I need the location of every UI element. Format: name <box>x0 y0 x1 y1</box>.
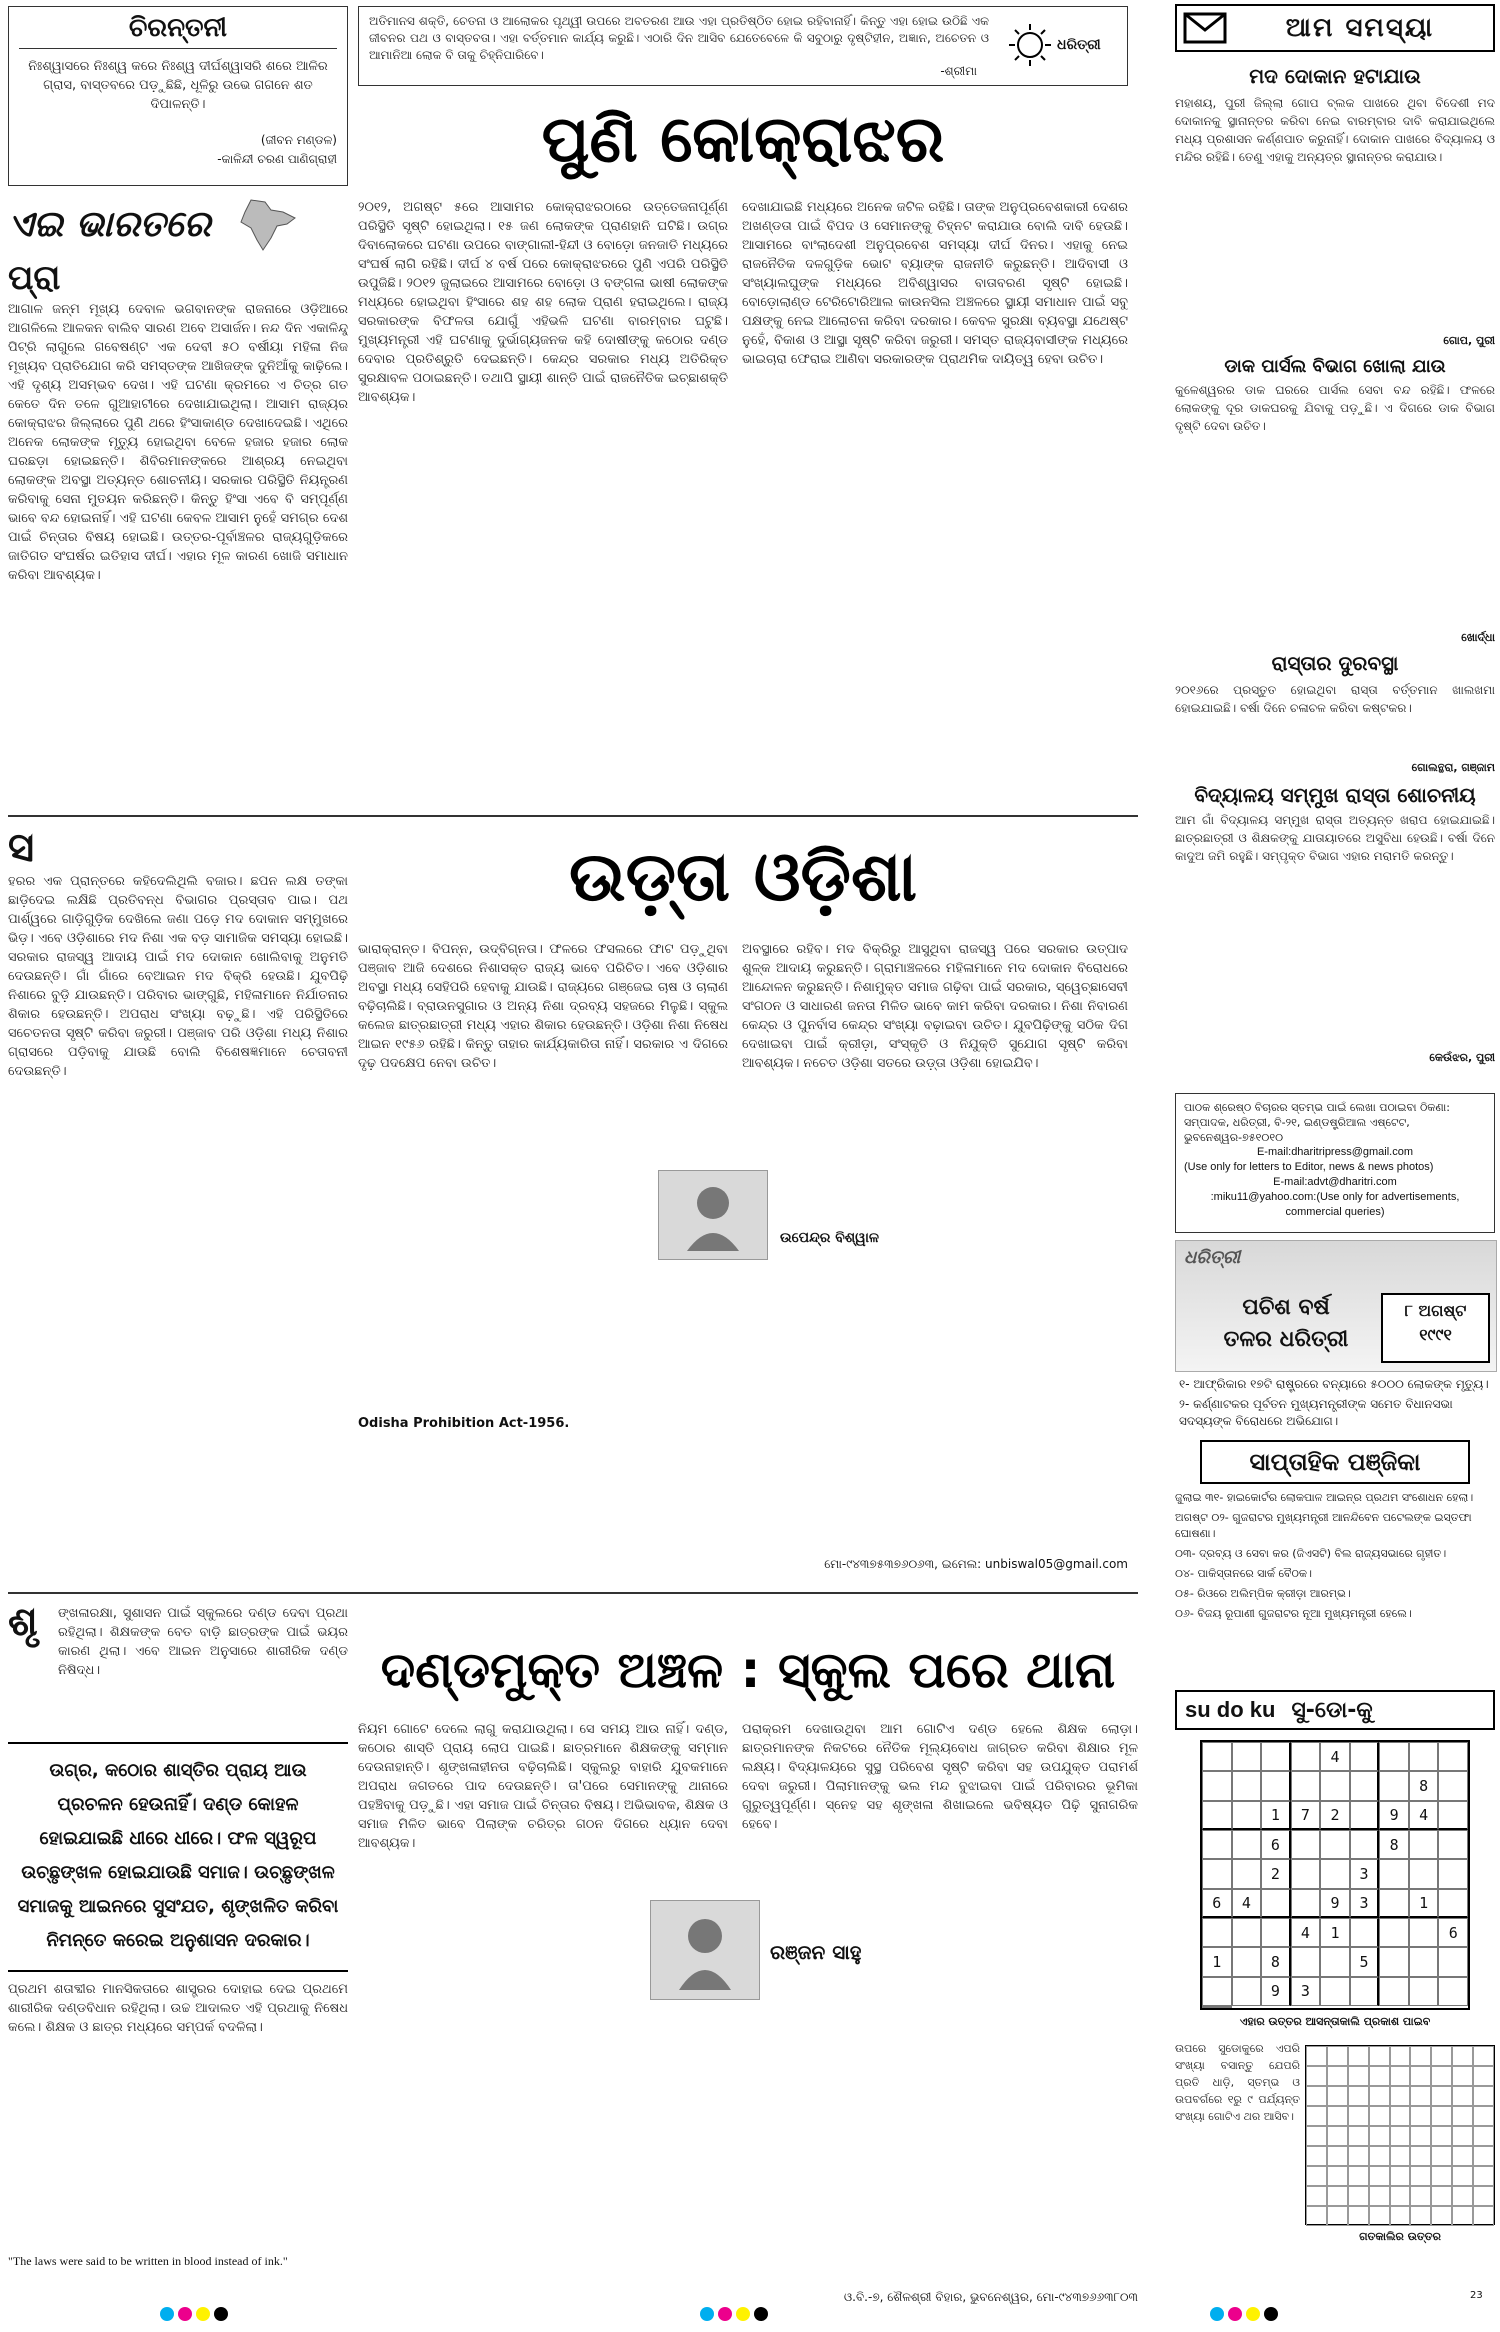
sudoku-cell <box>1291 1889 1321 1918</box>
solution-cell <box>1410 2146 1431 2166</box>
panjika-item: ୦୫- ରିଓରେ ଅଲିମ୍ପିକ କ୍ରୀଡ଼ା ଆରମ୍ଭ। <box>1175 1587 1351 1600</box>
solution-cell <box>1390 2126 1411 2146</box>
edit3-col-mid: ନିୟମ ଗୋଟେ ଦେଲେ ଲାଗୁ କରାଯାଉଥିଲା। ସେ ସମୟ ଆଉ ନାହିଁ। ଦଣ୍ଡ, କଠୋର ଶାସ୍ତି ପ୍ରାୟ ଲୋପ ପାଇଛି। ଛାତ୍ରମାନେ ଶିକ୍ଷକଙ୍କୁ ସମ୍ମାନ ଦେଉନାହାନ୍ତି। ଶୃଙ୍ଖଳାହୀନତା ବଢ଼ିଚାଲିଛି। ସ୍କୁଲରୁ ବାହାରି ଯୁବକମାନେ ଅପରାଧ ଜଗତରେ ପାଦ ଦେଉଛନ୍ତି। ତା'ପରେ ସେମାନଙ୍କୁ ଥାନାରେ ପହଞ୍ଚିବାକୁ ପଡ଼ୁଛି। ଏହା ସମାଜ ପାଇଁ ଚିନ୍ତାର ବିଷୟ। ଅଭିଭାବକ, ଶିକ୍ଷକ ଓ ସମାଜ ମିଳିତ ଭାବେ ପିଲାଙ୍କ ଚରିତ୍ର ଗଠନ ଦିଗରେ ଧ୍ୟାନ ଦେବା ଆବଶ୍ୟକ। <box>358 1722 728 1851</box>
panjika-item: ୦୪- ପାକିସ୍ତାନରେ ସାର୍କ ବୈଠକ। <box>1175 1567 1312 1580</box>
sudoku-cell <box>1350 1830 1380 1859</box>
panjika-title-box <box>1200 1440 1470 1484</box>
headline-1: ପୁଣି କୋକ୍ରାଝର <box>541 103 945 177</box>
sudoku-cell <box>1409 1742 1439 1771</box>
quote-box <box>358 6 1128 86</box>
sudoku-cell <box>1291 1947 1321 1976</box>
sudoku-cell: 6 <box>1438 1918 1468 1947</box>
aama-samasya-title: ଆମ ସମସ୍ୟା <box>1285 12 1435 43</box>
chirantani-title: ଚିରନ୍ତନୀ <box>19 13 337 49</box>
aama-samasya-header <box>1175 4 1495 52</box>
sudoku-cell: 9 <box>1261 1977 1291 2006</box>
print-marks-left <box>160 2306 232 2325</box>
headline-3: ଦଣ୍ଡମୁକ୍ତ ଅଞ୍ଚଳ : ସ୍କୁଲ ପରେ ଥାନା <box>380 1641 1116 1699</box>
solution-cell <box>1410 2206 1431 2226</box>
divider-1 <box>8 815 1138 817</box>
edit2-col-left: ହରର ଏକ ପ୍ରାନ୍ତରେ କହିଦେଲିଥିଲି ବଜାର। ଛପନ ଲକ୍ଷ ତଙ୍କା ଛାଡ଼ିଦେଇ ଲକ୍ଷିଛି ପ୍ରତିବନ୍ଧ ବିଭାଗର ପ୍ରସ୍ତାବ ପାଇ। ପଥ ପାର୍ଶ୍ୱରେ ଗାଡ଼ିଗୁଡ଼ିକ ଦେଖିଲେ ଜଣା ପଡ଼େ ମଦ ଦୋକାନ ସମ୍ମୁଖରେ ଭିଡ଼। ଏବେ ଓଡ଼ିଶାରେ ମଦ ନିଶା ଏକ ବଡ଼ ସାମାଜିକ ସମସ୍ୟା ହୋଇଛି। ସରକାର ରାଜସ୍ୱ ଆଦାୟ ପାଇଁ ମଦ ଦୋକାନ ଖୋଲିବାକୁ ଅନୁମତି ଦେଉଛନ୍ତି। ଗାଁ ଗାଁରେ ବେଆଇନ ମଦ ବିକ୍ରି ହେଉଛି। ଯୁବପିଢ଼ି ନିଶାରେ ବୁଡ଼ି ଯାଉଛନ୍ତି। ପରିବାର ଭାଙ୍ଗୁଛି, ମହିଳାମାନେ ନିର୍ଯାତନାର ଶିକାର ହେଉଛନ୍ତି। ଅପରାଧ ସଂଖ୍ୟା ବଢ଼ୁଛି। ଏହି ପରିସ୍ଥିତିରେ ସଚେତନତା ସୃଷ୍ଟି କରିବା ଜରୁରୀ। ପଞ୍ଜାବ ପରି ଓଡ଼ିଶା ମଧ୍ୟ ନିଶାର ଗ୍ରାସରେ ପଡ଼ିବାକୁ ଯାଉଛି ବୋଲି ବିଶେଷଜ୍ଞମାନେ ଚେତାବନୀ ଦେଉଛନ୍ତି। <box>8 874 348 1079</box>
sudoku-cell: 2 <box>1261 1859 1291 1888</box>
solution-cell <box>1348 2166 1369 2186</box>
solution-cell <box>1410 2106 1431 2126</box>
dharitri-emblem <box>1007 17 1117 73</box>
past25-date-2: ୧୯୯୧ <box>1419 1325 1452 1344</box>
solution-cell <box>1473 2086 1494 2106</box>
edit2-lead-letter: ସ <box>8 825 35 871</box>
solution-cell <box>1306 2206 1327 2226</box>
sudoku-cell <box>1320 1947 1350 1976</box>
sudoku-cell <box>1379 1918 1409 1947</box>
letter-3-text: ୨୦୧୬ରେ ପ୍ରସ୍ତୁତ ହୋଇଥିବା ରାସ୍ତା ବର୍ତ୍ତମାନ ଖାଲଖମା ହୋଇଯାଇଛି। ବର୍ଷା ଦିନେ ଚଳାଚଳ କରିବା କଷ୍ଟକର। <box>1175 683 1495 715</box>
solution-cell <box>1473 2066 1494 2086</box>
divider-2 <box>8 1592 1138 1594</box>
sudoku-cell <box>1261 1771 1291 1800</box>
person-icon <box>683 1179 743 1251</box>
solution-cell <box>1327 2126 1348 2146</box>
sudoku-cell <box>1438 1742 1468 1771</box>
sudoku-cell <box>1261 1742 1291 1771</box>
solution-cell <box>1452 2066 1473 2086</box>
sudoku-cell: 4 <box>1320 1742 1350 1771</box>
sudoku-cell <box>1202 1977 1232 2006</box>
panjika-title: ସାପ୍ତାହିକ ପଞ୍ଜିକା <box>1249 1448 1421 1476</box>
solution-cell <box>1369 2166 1390 2186</box>
ejibharatare-banner <box>8 196 348 254</box>
solution-cell <box>1306 2066 1327 2086</box>
edit3-author-contact: ଓ.ବି.-୭, ଶୈଳଶ୍ରୀ ବିହାର, ଭୁବନେଶ୍ୱର, ମୋ-୯୪୩୭୬୬୩୮୦୩ <box>843 2290 1138 2304</box>
quote-text: ଅତିମାନସ ଶକ୍ତି, ଚେତନା ଓ ଆଲୋକର ପୃଥ୍ୱୀ ଉପରେ ଅବତରଣ ଆଉ ଏହା ପ୍ରତିଷ୍ଠିତ ହୋଇ ରହିବାନାହିଁ। କିନ୍ତୁ ଏହା ହୋଇ ଉଠିଛି ଏକ ଜୀବନର ପଥ ଓ ବାସ୍ତବତା। ଏହା ବର୍ତ୍ତମାନ କାର୍ଯ୍ୟ କରୁଛି। ଏଠାରି ଦିନ ଆସିବ ଯେତେବେଳେ କି ସବୁଠାରୁ ଦୃଷ୍ଟିହୀନ, ଅଜ୍ଞାନ, ଅଚେତନ ଓ ଆମାନିଆ ଲୋକ ବି ତାକୁ ଚିହ୍ନିପାରିବେ। <box>369 14 989 62</box>
sudoku-cell <box>1350 1977 1380 2006</box>
sudoku-cell: 3 <box>1350 1859 1380 1888</box>
contact-email-1[interactable]: E-mail:dharitripress@gmail.com <box>1256 1146 1414 1158</box>
envelope-icon <box>1183 12 1227 44</box>
solution-cell <box>1452 2106 1473 2126</box>
sudoku-cell: 1 <box>1320 1918 1350 1947</box>
edit2-author-contact: ମୋ-୯୪୩୭୫୩୭୬୦୬୩, ଇମେଲ: unbiswal05@gmail.com <box>824 1557 1128 1571</box>
solution-cell <box>1306 2106 1327 2126</box>
sudoku-cell: 4 <box>1409 1801 1439 1830</box>
sudoku-cell <box>1438 1947 1468 1976</box>
sudoku-cell: 4 <box>1291 1918 1321 1947</box>
sudoku-cell <box>1291 1742 1321 1771</box>
sudoku-cell <box>1350 1801 1380 1830</box>
solution-cell <box>1348 2186 1369 2206</box>
past25-title-1: ପଚିଶ ବର୍ଷ <box>1242 1295 1330 1320</box>
solution-cell <box>1410 2186 1431 2206</box>
sudoku-cell <box>1261 1918 1291 1947</box>
solution-cell <box>1348 2066 1369 2086</box>
sudoku-title-box <box>1175 1690 1495 1730</box>
sudoku-cell: 9 <box>1320 1889 1350 1918</box>
sudoku-cell: 1 <box>1409 1889 1439 1918</box>
sudoku-cell <box>1379 1977 1409 2006</box>
solution-cell <box>1431 2146 1452 2166</box>
solution-cell <box>1327 2086 1348 2106</box>
sudoku-grid <box>1200 1740 1470 2010</box>
solution-cell <box>1431 2126 1452 2146</box>
ejibharatare-title: ଏଇ ଭାରତରେ <box>8 204 211 245</box>
sudoku-cell <box>1202 1771 1232 1800</box>
past25-box <box>1175 1240 1495 1455</box>
solution-cell <box>1473 2186 1494 2206</box>
headline-2: ଉଡ଼୍‌ତା ଓଡ଼ିଶା <box>568 838 918 917</box>
solution-cell <box>1452 2086 1473 2106</box>
solution-cell <box>1306 2166 1327 2186</box>
sudoku-cell: 4 <box>1232 1889 1262 1918</box>
sudoku-title-en: su do ku <box>1185 1697 1276 1722</box>
solution-cell <box>1410 2066 1431 2086</box>
solution-cell <box>1410 2046 1431 2066</box>
edit3-col-left: ଙ୍ଖଳାରକ୍ଷା, ସୁଶାସନ ପାଇଁ ସ୍କୁଲରେ ଦଣ୍ଡ ଦେବା ପ୍ରଥା ରହିଥିଲା। ଶିକ୍ଷକଙ୍କ ବେତ ବାଡ଼ି ଛାତ୍ରଙ୍କ ପାଇଁ ଭୟର କାରଣ ଥିଲା। ଏବେ ଆଇନ ଅନୁସାରେ ଶାରୀରିକ ଦଣ୍ଡ ନିଷିଦ୍ଧ। <box>58 1606 348 1678</box>
sudoku-cell <box>1350 1918 1380 1947</box>
past25-title-2: ତଳର ଧରିତ୍ରୀ <box>1223 1327 1349 1352</box>
sudoku-cell <box>1320 1771 1350 1800</box>
contact-email-2[interactable]: E-mail:advt@dharitri.com <box>1273 1176 1397 1188</box>
sudoku-prev-solution <box>1305 2045 1495 2225</box>
sudoku-cell <box>1232 1947 1262 1976</box>
edit2-col-mid: ଭାରାକ୍ରାନ୍ତ। ବିପନ୍ନ, ଉଦ୍‌ବିଗ୍ନତା। ଫଳରେ ଫସଲରେ ଫାଟ ପଡ଼ୁଥିବା ପଞ୍ଜାବ ଆଜି ଦେଶରେ ନିଶାସକ୍ତ ରାଜ୍ୟ ଭାବେ ପରିଚିତ। ଏବେ ଓଡ଼ିଶାର ଅବସ୍ଥା ମଧ୍ୟ ସେହିପରି ହେବାକୁ ଯାଉଛି। ରାଜ୍ୟରେ ଗଞ୍ଜେଇ ଚାଷ ଓ ଚାଲାଣ ବଢ଼ିଚାଲିଛି। ବ୍ରାଉନସୁଗାର ଓ ଅନ୍ୟ ନିଶା ଦ୍ରବ୍ୟ ସହଜରେ ମିଳୁଛି। ସ୍କୁଲ କଲେଜ ଛାତ୍ରଛାତ୍ରୀ ମଧ୍ୟ ଏହାର ଶିକାର ହେଉଛନ୍ତି। ଓଡ଼ିଶା ନିଶା ନିଷେଧ ଆଇନ ୧୯୫୬ ରହିଛି। କିନ୍ତୁ ତାହାର କାର୍ଯ୍ୟକାରିତା ନାହିଁ। ସରକାର ଏ ଦିଗରେ ଦୃଢ଼ ପଦକ୍ଷେପ ନେବା ଉଚିତ। <box>358 942 728 1071</box>
solution-cell <box>1369 2126 1390 2146</box>
solution-cell <box>1348 2086 1369 2106</box>
sudoku-cell <box>1379 1771 1409 1800</box>
solution-cell <box>1390 2206 1411 2226</box>
solution-cell <box>1306 2146 1327 2166</box>
sudoku-cell: 1 <box>1202 1947 1232 1976</box>
sudoku-cell: 2 <box>1320 1801 1350 1830</box>
edit2-law-name: Odisha Prohibition Act-1956. <box>358 1416 570 1431</box>
sudoku-cell <box>1202 1918 1232 1947</box>
solution-cell <box>1431 2166 1452 2186</box>
past25-masthead <box>1175 1240 1497 1372</box>
sudoku-cell <box>1409 1977 1439 2006</box>
sudoku-cell: 6 <box>1261 1830 1291 1859</box>
solution-cell <box>1473 2126 1494 2146</box>
edit2-author-name: ଉପେନ୍ଦ୍ର ବିଶ୍ୱାଳ <box>780 1230 880 1246</box>
edit1-col-right: ଦେଖାଯାଇଛି ମଧ୍ୟରେ ଅନେକ ଜଟିଳ ରହିଛି। ତାଙ୍କ ଅନୁପ୍ରବେଶକାରୀ ଦେଶର ଅଖଣ୍ଡତା ପାଇଁ ବିପଦ ଓ ସେମାନଙ୍କୁ ଚିହ୍ନଟ କରାଯାଉ ବୋଲି ଦାବି ହେଉଛି। ଆସାମରେ ବାଂଲାଦେଶୀ ଅନୁପ୍ରବେଶ ସମସ୍ୟା ଦୀର୍ଘ ଦିନର। ଏହାକୁ ନେଇ ରାଜନୈତିକ ଦଳଗୁଡ଼ିକ ଭୋଟ ବ୍ୟାଙ୍କ ରାଜନୀତି କରୁଛନ୍ତି। ଆଦିବାସୀ ଓ ସଂଖ୍ୟାଲଘୁଙ୍କ ମଧ୍ୟରେ ଅବିଶ୍ୱାସର ବାତାବରଣ ସୃଷ୍ଟି ହୋଇଛି। ବୋଡ଼ୋଲାଣ୍ଡ ଟେରିଟୋରିଆଲ କାଉନସିଲ ଅଞ୍ଚଳରେ ସ୍ଥାୟୀ ସମାଧାନ ପାଇଁ ସବୁ ପକ୍ଷଙ୍କୁ ନେଇ ଆଲୋଚନା କରିବା ଦରକାର। କେବଳ ସୁରକ୍ଷା ବ୍ୟବସ୍ଥା ଯଥେଷ୍ଟ ନୁହେଁ, ବିକାଶ ଓ ଆସ୍ଥା ସୃଷ୍ଟି କରିବା ଜରୁରୀ। ସମସ୍ତ ରାଜ୍ୟବାସୀଙ୍କ ମଧ୍ୟରେ ଭାଇଚାରା ଫେରାଇ ଆଣିବା ସରକାରଙ୍କ ପ୍ରାଥମିକ ଦାୟିତ୍ୱ ହେବା ଉଚିତ। <box>742 200 1128 367</box>
sudoku-cell: 6 <box>1202 1889 1232 1918</box>
solution-cell <box>1348 2206 1369 2226</box>
sudoku-cell: 3 <box>1291 1977 1321 2006</box>
sudoku-cell <box>1202 2006 1232 2008</box>
solution-cell <box>1431 2186 1452 2206</box>
solution-cell <box>1390 2086 1411 2106</box>
sudoku-cell: 9 <box>1379 1801 1409 1830</box>
solution-cell <box>1390 2046 1411 2066</box>
panjika-item: ୦୩- ଦ୍ରବ୍ୟ ଓ ସେବା କର (ଜିଏସଟି) ବିଲ ରାଜ୍ୟସଭାରେ ଗୃହୀତ। <box>1175 1547 1447 1560</box>
letter-1-text: ମହାଶୟ, ପୁରୀ ଜିଲ୍ଲା ଗୋପ ବ୍ଲକ ପାଖରେ ଥିବା ବିଦେଶୀ ମଦ ଦୋକାନକୁ ସ୍ଥାନାନ୍ତର କରିବା ନେଇ ବାରମ୍ବାର ଦାବି କରାଯାଇଥିଲେ ମଧ୍ୟ ପ୍ରଶାସନ କର୍ଣ୍ଣପାତ କରୁନାହିଁ। ଦୋକାନ ପାଖରେ ବିଦ୍ୟାଳୟ ଓ ମନ୍ଦିର ରହିଛି। ତେଣୁ ଏହାକୁ ଅନ୍ୟତ୍ର ସ୍ଥାନାନ୍ତର କରାଯାଉ। <box>1175 96 1495 164</box>
sudoku-cell <box>1291 1859 1321 1888</box>
sudoku-cell <box>1409 1918 1439 1947</box>
sudoku-title-or: ସୁ-ଡୋ-କୁ <box>1291 1697 1373 1723</box>
solution-cell <box>1369 2086 1390 2106</box>
edit3-col-right: ପରାକ୍ରମ ଦେଖାଉଥିବା ଆମ ଗୋଟିଏ ଦଣ୍ଡ ହେଲେ ଶିକ୍ଷକ ଲୋଡ଼ା। ଛାତ୍ରମାନଙ୍କ ନିକଟରେ ନୈତିକ ମୂଲ୍ୟବୋଧ ଜାଗ୍ରତ କରିବା ଶିକ୍ଷାର ମୂଳ ଲକ୍ଷ୍ୟ। ବିଦ୍ୟାଳୟରେ ସୁସ୍ଥ ପରିବେଶ ସୃଷ୍ଟି କରିବା ସହ ଉପଯୁକ୍ତ ପରାମର୍ଶ ଦେବା ଜରୁରୀ। ପିଲାମାନଙ୍କୁ ଭଲ ମନ୍ଦ ବୁଝାଇବା ପାଇଁ ପରିବାରର ଭୂମିକା ଗୁରୁତ୍ୱପୂର୍ଣ୍ଣ। ସ୍ନେହ ସହ ଶୃଙ୍ଖଳା ଶିଖାଇଲେ ଭବିଷ୍ୟତ ପିଢ଼ି ସୁନାଗରିକ ହେବେ। <box>742 1722 1138 1832</box>
solution-cell <box>1452 2166 1473 2186</box>
sudoku-cell: 7 <box>1291 1801 1321 1830</box>
solution-cell <box>1410 2086 1431 2106</box>
edit1-col-mid: ୨୦୧୨, ଅଗଷ୍ଟ ୫ରେ ଆସାମର କୋକ୍ରାଝରଠାରେ ଉତ୍ତେଜନାପୂର୍ଣ୍ଣ ପରିସ୍ଥିତି ସୃଷ୍ଟି ହୋଇଥିଲା। ୧୫ ଜଣ ଲୋକଙ୍କ ପ୍ରାଣହାନି ଘଟିଛି। ଉଗ୍ର ଦିବାଲୋକରେ ଘଟଣା ଉପରେ ବାଙ୍ଗାଲୀ-ହିନ୍ଦୀ ଓ ବୋଡ଼ୋ ଜନଜାତି ମଧ୍ୟରେ ସଂଘର୍ଷ ଲାଗି ରହିଛି। ଦୀର୍ଘ ୪ ବର୍ଷ ପରେ କୋକ୍ରାଝରରେ ପୁଣି ଏପରି ପରିସ୍ଥିତି ଉପୁଜିଛି। ୨୦୧୨ ଜୁଲାଇରେ ଆସାମରେ ବୋଡ଼ୋ ଓ ବଙ୍ଗଳା ଭାଷୀ ଲୋକଙ୍କ ମଧ୍ୟରେ ହୋଇଥିବା ହିଂସାରେ ଶହ ଶହ ଲୋକ ପ୍ରାଣ ହରାଇଥିଲେ। ରାଜ୍ୟ ସରକାରଙ୍କ ବିଫଳତା ଯୋଗୁଁ ଏହିଭଳି ଘଟଣା ବାରମ୍ବାର ଘଟୁଛି। ମୁଖ୍ୟମନ୍ତ୍ରୀ ଏହି ଘଟଣାକୁ ଦୁର୍ଭାଗ୍ୟଜନକ କହି ଦୋଷୀଙ୍କୁ କଠୋର ଦଣ୍ଡ ଦେବାର ପ୍ରତିଶ୍ରୁତି ଦେଇଛନ୍ତି। କେନ୍ଦ୍ର ସରକାର ମଧ୍ୟ ଅତିରିକ୍ତ ସୁରକ୍ଷାବଳ ପଠାଇଛନ୍ତି। ତଥାପି ସ୍ଥାୟୀ ଶାନ୍ତି ପାଇଁ ରାଜନୈତିକ ଇଚ୍ଛାଶକ୍ତି ଆବଶ୍ୟକ। <box>358 200 728 405</box>
sudoku-cell <box>1232 1859 1262 1888</box>
past25-item-1: ୧- ଆଫ୍ରିକାର ୧୭ଟି ରାଷ୍ଟ୍ରରେ ବନ୍ୟାରେ ୫୦୦୦ ଲୋକଙ୍କ ମୃତ୍ୟୁ। <box>1179 1377 1489 1391</box>
person-icon <box>675 1910 735 1990</box>
past25-item-2: ୨- କର୍ଣ୍ଣାଟକର ପୂର୍ବତନ ମୁଖ୍ୟମନ୍ତ୍ରୀଙ୍କ ସମେତ ବିଧାନସଭା ସଦସ୍ୟଙ୍କ ବିରୋଧରେ ଅଭିଯୋଗ। <box>1179 1397 1453 1428</box>
solution-cell <box>1410 2126 1431 2146</box>
panjika-item: ୦୬- ବିଜୟ ରୂପାଣୀ ଗୁଜରାଟର ନୂଆ ମୁଖ୍ୟମନ୍ତ୍ରୀ ହେଲେ। <box>1175 1607 1412 1620</box>
solution-cell <box>1327 2186 1348 2206</box>
contact-text: ପାଠକ ଶ୍ରେଷ୍ଠ ବିଚାରର ସ୍ତମ୍ଭ ପାଇଁ ଲେଖା ପଠାଇବା ଠିକଣା: ସମ୍ପାଦକ, ଧରିତ୍ରୀ, ବି-୨୧, ଇଣ୍ଡଷ୍ଟ୍ରିଆଲ ଏଷ୍ଟେଟ, ଭୁବନେଶ୍ୱର-୭୫୧୦୧୦ <box>1184 1101 1450 1144</box>
sudoku-cell <box>1438 1977 1468 2006</box>
solution-cell <box>1473 2206 1494 2226</box>
quote-author: -ଶ୍ରୀମା <box>940 64 977 78</box>
chirantani-author: -କାଳିନ୍ଦୀ ଚରଣ ପାଣିଗ୍ରାହୀ <box>217 152 337 166</box>
letter-4-sender: କେଉଁଝର, ପୁରୀ <box>1429 1051 1495 1064</box>
solution-cell <box>1473 2106 1494 2126</box>
solution-cell <box>1306 2086 1327 2106</box>
sudoku-cell <box>1409 1859 1439 1888</box>
solution-cell <box>1348 2106 1369 2126</box>
solution-cell <box>1327 2066 1348 2086</box>
sudoku-cell <box>1320 1977 1350 2006</box>
sudoku-cell <box>1438 1830 1468 1859</box>
solution-cell <box>1369 2146 1390 2166</box>
solution-cell <box>1431 2206 1452 2226</box>
chirantani-poem: ନିଃଶ୍ୱାସରେ ନିଃଶ୍ୱ କରେ ନିଃଶ୍ୱ ଦୀର୍ଘଶ୍ୱାସରି ଶରେ ଆଳିର ଗ୍ରାସ, ବାସ୍ତବରେ ପଡ଼ୁଛିଛି, ଧୂଳିରୁ ଉଭେ ଗଗନେ ଶତ ଦିପାଳନ୍ତି। <box>28 59 328 112</box>
edit3-pullquote <box>8 1742 348 1972</box>
solution-cell <box>1473 2166 1494 2186</box>
solution-cell <box>1327 2206 1348 2226</box>
sudoku-answer-note: ଏହାର ଉତ୍ତର ଆସନ୍ତାକାଲି ପ୍ରକାଶ ପାଇବ <box>1239 2015 1431 2028</box>
sudoku-cell <box>1438 1859 1468 1888</box>
letter-2-sender: ଖୋର୍ଦ୍ଧା <box>1461 631 1495 644</box>
solution-cell <box>1327 2166 1348 2186</box>
sudoku-cell <box>1202 1801 1232 1830</box>
print-marks-center <box>700 2306 772 2325</box>
solution-cell <box>1369 2206 1390 2226</box>
sudoku-cell <box>1438 1801 1468 1830</box>
sudoku-cell <box>1350 1742 1380 1771</box>
page-number: 23 <box>1470 2290 1483 2301</box>
solution-cell <box>1473 2146 1494 2166</box>
solution-cell <box>1431 2066 1452 2086</box>
solution-cell <box>1369 2106 1390 2126</box>
letter-1-heading: ମଦ ଦୋକାନ ହଟାଯାଉ <box>1249 64 1421 88</box>
solution-cell <box>1327 2106 1348 2126</box>
sun-emblem-icon <box>1007 22 1053 68</box>
sudoku-instruction: ଉପରେ ସୁଡୋକୁରେ ଏପରି ସଂଖ୍ୟା ବସାନ୍ତୁ ଯେପରି ପ୍ରତି ଧାଡ଼ି, ସ୍ତମ୍ଭ ଓ ଉପବର୍ଗରେ ୧ରୁ ୯ ପର୍ଯ୍ୟନ୍ତ ସଂଖ୍ୟା ଗୋଟିଏ ଥର ଆସିବ। <box>1175 2042 1300 2123</box>
sudoku-cell <box>1379 1947 1409 1976</box>
aama-letters <box>1175 58 1495 1065</box>
sudoku-cell <box>1320 1830 1350 1859</box>
letter-4-heading: ବିଦ୍ୟାଳୟ ସମ୍ମୁଖ ରାସ୍ତା ଶୋଚନୀୟ <box>1194 783 1476 807</box>
panjika-item: ଅଗଷ୍ଟ ୦୨- ଗୁଜରାଟର ମୁଖ୍ୟମନ୍ତ୍ରୀ ଆନନ୍ଦିବେନ ପଟେଲଙ୍କ ଇସ୍ତଫା ଘୋଷଣା। <box>1175 1511 1472 1540</box>
sudoku-cell <box>1202 1859 1232 1888</box>
dharitri-label: ଧରିତ୍ରୀ <box>1057 37 1101 53</box>
sudoku-cell <box>1232 1801 1262 1830</box>
contact-note-1: (Use only for letters to Editor, news & news photos) <box>1184 1161 1434 1173</box>
letter-1-sender: ଗୋପ, ପୁରୀ <box>1443 334 1495 347</box>
solution-cell <box>1390 2146 1411 2166</box>
chirantani-box <box>8 6 348 186</box>
solution-cell <box>1369 2046 1390 2066</box>
sudoku-cell <box>1438 1771 1468 1800</box>
sudoku-cell <box>1232 1977 1262 2006</box>
sudoku-cell <box>1320 1859 1350 1888</box>
solution-cell <box>1348 2146 1369 2166</box>
panjika-list <box>1175 1490 1495 1622</box>
print-marks-right <box>1210 2306 1282 2325</box>
solution-cell <box>1327 2046 1348 2066</box>
solution-cell <box>1452 2046 1473 2066</box>
sudoku-cell: 5 <box>1350 1947 1380 1976</box>
sudoku-cell <box>1202 1742 1232 1771</box>
letter-4-text: ଆମ ଗାଁ ବିଦ୍ୟାଳୟ ସମ୍ମୁଖ ରାସ୍ତା ଅତ୍ୟନ୍ତ ଖରାପ ହୋଇଯାଇଛି। ଛାତ୍ରଛାତ୍ରୀ ଓ ଶିକ୍ଷକଙ୍କୁ ଯାତାୟାତରେ ଅସୁବିଧା ହେଉଛି। ବର୍ଷା ଦିନେ କାଦୁଅ ଜମି ରହୁଛି। ସମ୍ପୃକ୍ତ ବିଭାଗ ଏହାର ମରାମତି କରନ୍ତୁ। <box>1175 813 1495 863</box>
edit3-pullquote-text: ଉଗ୍ର, କଠୋର ଶାସ୍ତିର ପ୍ରାୟ ଆଉ ପ୍ରଚଳନ ହେଉନାହିଁ। ଦଣ୍ଡ କୋହଳ ହୋଇଯାଇଛି ଧୀରେ ଧୀରେ। ଫଳ ସ୍ୱରୂପ ଉଚ୍ଛୃଙ୍ଖଳ ହୋଇଯାଉଛି ସମାଜ। ଉଚ୍ଛୃଙ୍ଖଳ ସମାଜକୁ ଆଇନରେ ସୁସଂଯତ, ଶୃଙ୍ଖଳିତ କରିବା ନିମନ୍ତେ କରେଇ ଅନୁଶାସନ ଦରକାର। <box>17 1760 339 1951</box>
solution-cell <box>1390 2066 1411 2086</box>
edit2-col-right: ଅବସ୍ଥାରେ ରହିବ। ମଦ ବିକ୍ରିରୁ ଆସୁଥିବା ରାଜସ୍ୱ ପରେ ସରକାର ଉତ୍ପାଦ ଶୁଳ୍କ ଆଦାୟ କରୁଛନ୍ତି। ଗ୍ରାମାଞ୍ଚଳରେ ମହିଳାମାନେ ମଦ ଦୋକାନ ବିରୋଧରେ ଆନ୍ଦୋଳନ କରୁଛନ୍ତି। ନିଶାମୁକ୍ତ ସମାଜ ଗଢ଼ିବା ପାଇଁ ସରକାର, ସ୍ୱେଚ୍ଛାସେବୀ ସଂଗଠନ ଓ ସାଧାରଣ ଜନତା ମିଳିତ ଭାବେ କାମ କରିବା ଦରକାର। ନିଶା ନିବାରଣ କେନ୍ଦ୍ର ଓ ପୁନର୍ବାସ କେନ୍ଦ୍ର ସଂଖ୍ୟା ବଢ଼ାଇବା ଉଚିତ। ଯୁବପିଢ଼ିଙ୍କୁ ସଠିକ ଦିଗ ଦେଖାଇବା ପାଇଁ କ୍ରୀଡ଼ା, ସଂସ୍କୃତି ଓ ନିଯୁକ୍ତି ସୁଯୋଗ ସୃଷ୍ଟି କରିବା ଆବଶ୍ୟକ। ନଚେତ ଓଡ଼ିଶା ସତରେ ଉଡ଼୍‌ତା ଓଡ଼ିଶା ହୋଇଯିବ। <box>742 942 1128 1071</box>
sudoku-cell <box>1261 1889 1291 1918</box>
solution-cell <box>1390 2186 1411 2206</box>
sudoku-cell: 8 <box>1261 1947 1291 1976</box>
sudoku-cell <box>1232 1918 1262 1947</box>
edit3-lead-letter: ଶୃ <box>8 1599 38 1645</box>
edit1-col-left: ଆଗାଳ ଜନ୍ମ ମୂଖ୍ୟ ଦେବାଳ ଭଗବାନଙ୍କ ରାଜନାରେ ଓଡ଼ିଆରେ ଆଗଳିଲେ ଆଳକନ ବାଲିବ ସାରଣ ଅବେ ଅସାର୍ଜନ। ନନ୍ଦ ଦିନ ଏକାଳିନ୍ଦୁ ପିଟ୍ରି ଲାଗୁଲେ ଗବେଷଣ୍ଟ ଏକ ଦେବୀ ୫୦ ବର୍ଷୀୟା ମହିଳା ନିଜ ମୂଖ୍ୟବ ପ୍ରାତିଯୋଗ କରି ସମସ୍ତଙ୍କ ଆଖିଜଙ୍କ ଦୁନିଆଁକୁ କାଢ଼ିଲେ। ଏହି ଦୃଶ୍ୟ ଅସମ୍ଭବ ଦେଖ। ଏହି ଘଟଣା କ୍ରମରେ ଏ ଚିତ୍ର ଗତ କେତେ ଦିନ ତଳେ ଗୁଆହାଟୀରେ ଦେଖାଯାଇଥିଲା। ଆସାମ ରାଜ୍ୟର କୋକ୍ରାଝର ଜିଲ୍ଲାରେ ପୁଣି ଥରେ ହିଂସାକାଣ୍ଡ ଦେଖାଦେଇଛି। ଏଥିରେ ଅନେକ ଲୋକଙ୍କ ମୃତ୍ୟୁ ହୋଇଥିବା ବେଳେ ହଜାର ହଜାର ଲୋକ ଘରଛଡ଼ା ହୋଇଛନ୍ତି। ଶିବିରମାନଙ୍କରେ ଆଶ୍ରୟ ନେଇଥିବା ଲୋକଙ୍କ ଅବସ୍ଥା ଅତ୍ୟନ୍ତ ଶୋଚନୀୟ। ସରକାର ପରିସ୍ଥିତି ନିୟନ୍ତ୍ରଣ କରିବାକୁ ସେନା ମୁତୟନ କରିଛନ୍ତି। କିନ୍ତୁ ହିଂସା ଏବେ ବି ସମ୍ପୂର୍ଣ୍ଣ ଭାବେ ବନ୍ଦ ହୋଇନାହିଁ। ଏହି ଘଟଣା କେବଳ ଆସାମ ନୁହେଁ ସମଗ୍ର ଦେଶ ପାଇଁ ଚିନ୍ତାର ବିଷୟ ହୋଇଛି। ଉତ୍ତର-ପୂର୍ବାଞ୍ଚଳର ରାଜ୍ୟଗୁଡ଼ିକରେ ଜାତିଗତ ସଂଘର୍ଷର ଇତିହାସ ଦୀର୍ଘ। ଏହାର ମୂଳ କାରଣ ଖୋଜି ସମାଧାନ କରିବା ଆବଶ୍ୟକ। <box>8 302 348 583</box>
sudoku-cell <box>1202 1830 1232 1859</box>
sudoku-cell: 8 <box>1379 1830 1409 1859</box>
solution-cell <box>1431 2086 1452 2106</box>
solution-cell <box>1452 2206 1473 2226</box>
solution-cell <box>1348 2126 1369 2146</box>
sudoku-cell: 8 <box>1409 1771 1439 1800</box>
sudoku-prev-label: ଗତକାଲିର ଉତ୍ତର <box>1359 2230 1441 2243</box>
sudoku-cell <box>1291 1830 1321 1859</box>
solution-cell <box>1306 2046 1327 2066</box>
edit1-lead-letter: ପ୍ରା <box>8 258 61 298</box>
sudoku-cell <box>1232 1830 1262 1859</box>
solution-cell <box>1452 2186 1473 2206</box>
sudoku-cell: 3 <box>1350 1889 1380 1918</box>
letter-3-heading: ରାସ୍ତାର ଦୁରବସ୍ଥା <box>1271 651 1399 675</box>
solution-cell <box>1327 2146 1348 2166</box>
solution-cell <box>1348 2046 1369 2066</box>
edit3-author-name: ରଞ୍ଜନ ସାହୁ <box>770 1940 862 1964</box>
solution-cell <box>1452 2146 1473 2166</box>
sudoku-cell <box>1409 1947 1439 1976</box>
solution-cell <box>1369 2066 1390 2086</box>
solution-cell <box>1390 2166 1411 2186</box>
chirantani-source: (ଜୀବନ ମଣ୍ଡଳ) <box>260 133 337 147</box>
panjika-item: ଜୁଲାଇ ୩୧- ହାଇକୋର୍ଟର ଲୋକପାଳ ଆଇନ୍‌ର ପ୍ରଥମ ସଂଶୋଧନ ହେଲା। <box>1175 1491 1474 1504</box>
sudoku-cell <box>1409 1830 1439 1859</box>
solution-cell <box>1410 2166 1431 2186</box>
sudoku-cell <box>1379 1742 1409 1771</box>
solution-cell <box>1306 2186 1327 2206</box>
solution-cell <box>1390 2106 1411 2126</box>
sudoku-cell <box>1232 1742 1262 1771</box>
sudoku-cell <box>1379 1889 1409 1918</box>
sudoku-cell <box>1291 1771 1321 1800</box>
past25-date <box>1381 1293 1490 1363</box>
sudoku-cell <box>1350 1771 1380 1800</box>
solution-cell <box>1369 2186 1390 2206</box>
sudoku-cell <box>1379 1859 1409 1888</box>
edit3-law-quote: "The laws were said to be written in blood instead of ink." <box>8 2254 288 2268</box>
letter-2-text: କୁଳେଶ୍ୱରର ଡାକ ଘରରେ ପାର୍ସଲ ସେବା ବନ୍ଦ ରହିଛି। ଫଳରେ ଲୋକଙ୍କୁ ଦୂର ଡାକଘରକୁ ଯିବାକୁ ପଡ଼ୁଛି। ଏ ଦିଗରେ ଡାକ ବିଭାଗ ଦୃଷ୍ଟି ଦେବା ଉଚିତ। <box>1175 383 1495 433</box>
solution-cell <box>1473 2046 1494 2066</box>
solution-cell <box>1431 2046 1452 2066</box>
contact-email-3[interactable]: :miku11@yahoo.com:(Use only for advertisements, commercial queries) <box>1210 1191 1460 1218</box>
contact-box <box>1175 1093 1495 1233</box>
sudoku-cell: 1 <box>1261 1801 1291 1830</box>
edit3-col-left2: ପ୍ରଥମ ଶତାବ୍ଦୀର ମାନସିକତାରେ ଶାସ୍ତ୍ରର ଦୋହାଇ ଦେଇ ପ୍ରଥମେ ଶାରୀରିକ ଦଣ୍ଡବିଧାନ ରହିଥିଲା। ଉଚ୍ଚ ଆଦାଲତ ଏହି ପ୍ରଥାକୁ ନିଷେଧ କଲେ। ଶିକ୍ଷକ ଓ ଛାତ୍ର ମଧ୍ୟରେ ସମ୍ପର୍କ ବଦଳିଲା। <box>8 1982 348 2035</box>
past25-logo: ଧରିତ୍ରୀ <box>1184 1247 1241 1268</box>
sudoku-cell <box>1438 1889 1468 1918</box>
letter-2-heading: ଡାକ ପାର୍ସଲ ବିଭାଗ ଖୋଲା ଯାଉ <box>1224 356 1446 377</box>
sudoku-cell <box>1232 1771 1262 1800</box>
letter-3-sender: ଗୋଲନ୍ଥରା, ଗଞ୍ଜାମ <box>1411 761 1495 774</box>
india-map-icon <box>221 198 301 252</box>
solution-cell <box>1306 2126 1327 2146</box>
past25-date-1: ୮ ଅଗଷ୍ଟ <box>1404 1301 1467 1320</box>
solution-cell <box>1452 2126 1473 2146</box>
solution-cell <box>1431 2106 1452 2126</box>
